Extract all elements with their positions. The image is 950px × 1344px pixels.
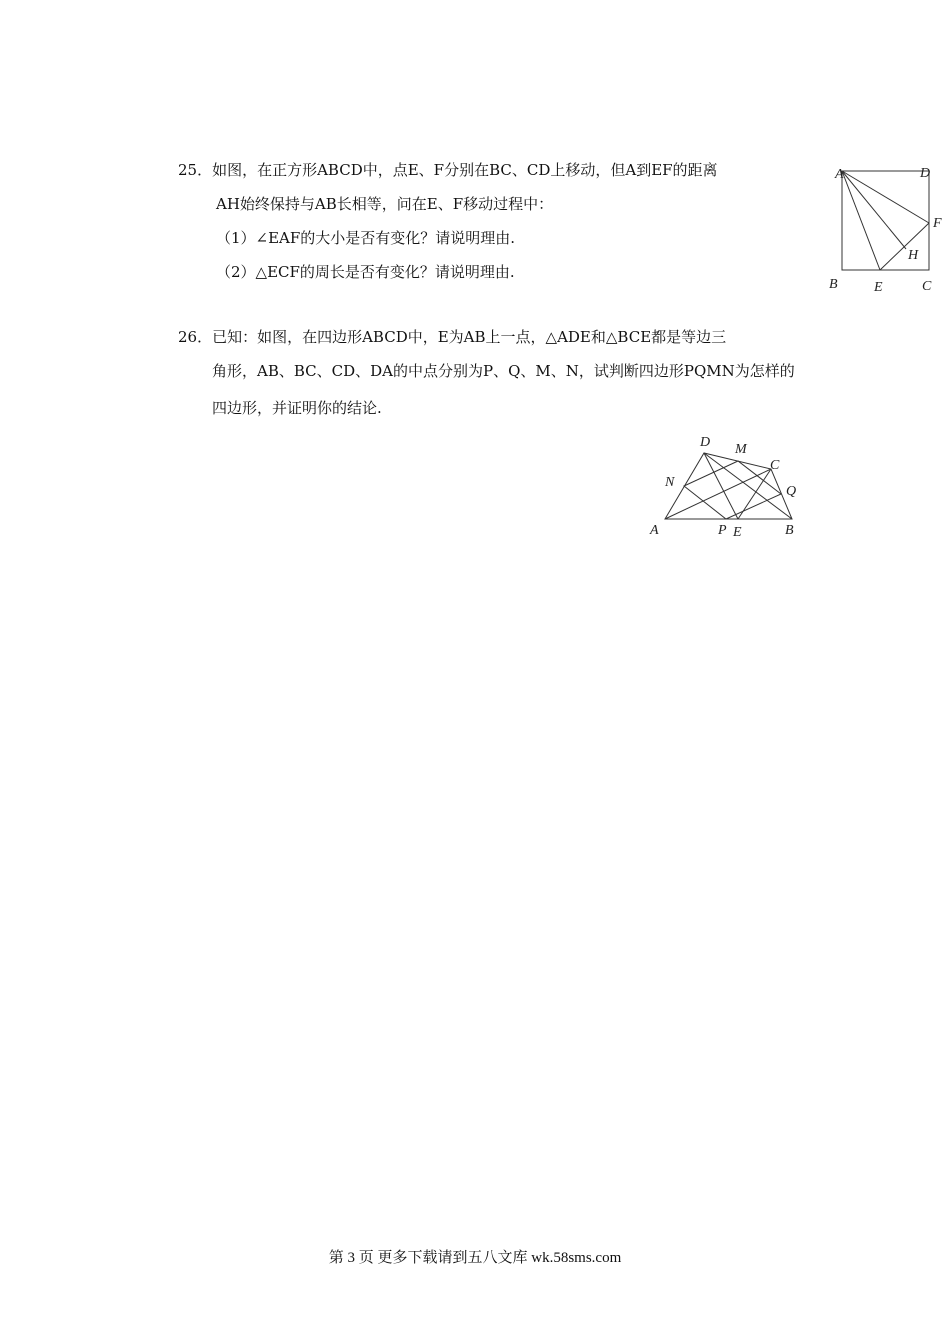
label-q: Q <box>786 484 797 499</box>
label-d: D <box>920 166 931 181</box>
label-m: M <box>735 442 747 457</box>
q26-line-3: 四边形，并证明你的结论. <box>212 399 382 417</box>
label-a: A <box>835 167 844 182</box>
label-n: N <box>665 475 675 490</box>
q26-quadrilateral-figure <box>640 428 810 543</box>
label-h: H <box>908 248 919 263</box>
segment-ae <box>842 171 880 270</box>
q26-line-1: 26．已知：如图，在四边形ABCD中，E为AB上一点，△ADE和△BCE都是等边三 <box>178 328 727 346</box>
label-p: P <box>718 523 727 538</box>
label-b: B <box>785 523 794 538</box>
segment-ef <box>880 223 929 270</box>
label-a: A <box>650 523 659 538</box>
q25-line-1: 25．如图，在正方形ABCD中，点E、F分别在BC、CD上移动，但A到EF的距离 <box>178 161 718 179</box>
label-d: D <box>700 435 711 450</box>
label-e: E <box>733 525 742 540</box>
q25-line-3: （1）∠EAF的大小是否有变化？请说明理由. <box>216 229 516 247</box>
page-footer: 第 3 页 更多下载请到五八文库 wk.58sms.com <box>328 1250 622 1266</box>
label-c: C <box>922 279 932 294</box>
label-b: B <box>829 277 838 292</box>
q25-line-2: AH始终保持与AB长相等，问在E、F移动过程中： <box>216 195 554 213</box>
segment-ac <box>665 469 771 519</box>
q25-line-4: （2）△ECF的周长是否有变化？请说明理由. <box>216 263 515 281</box>
q25-square-figure <box>822 160 950 300</box>
q26-line-2: 角形，AB、BC、CD、DA的中点分别为P、Q、M、N，试判断四边形PQMN为怎样的 <box>212 362 795 380</box>
label-c: C <box>770 458 780 473</box>
label-f: F <box>933 216 942 231</box>
label-e: E <box>874 280 883 295</box>
quadrilateral-pqmn <box>684 461 781 519</box>
segment-ah <box>842 171 906 249</box>
segment-af <box>842 171 929 223</box>
